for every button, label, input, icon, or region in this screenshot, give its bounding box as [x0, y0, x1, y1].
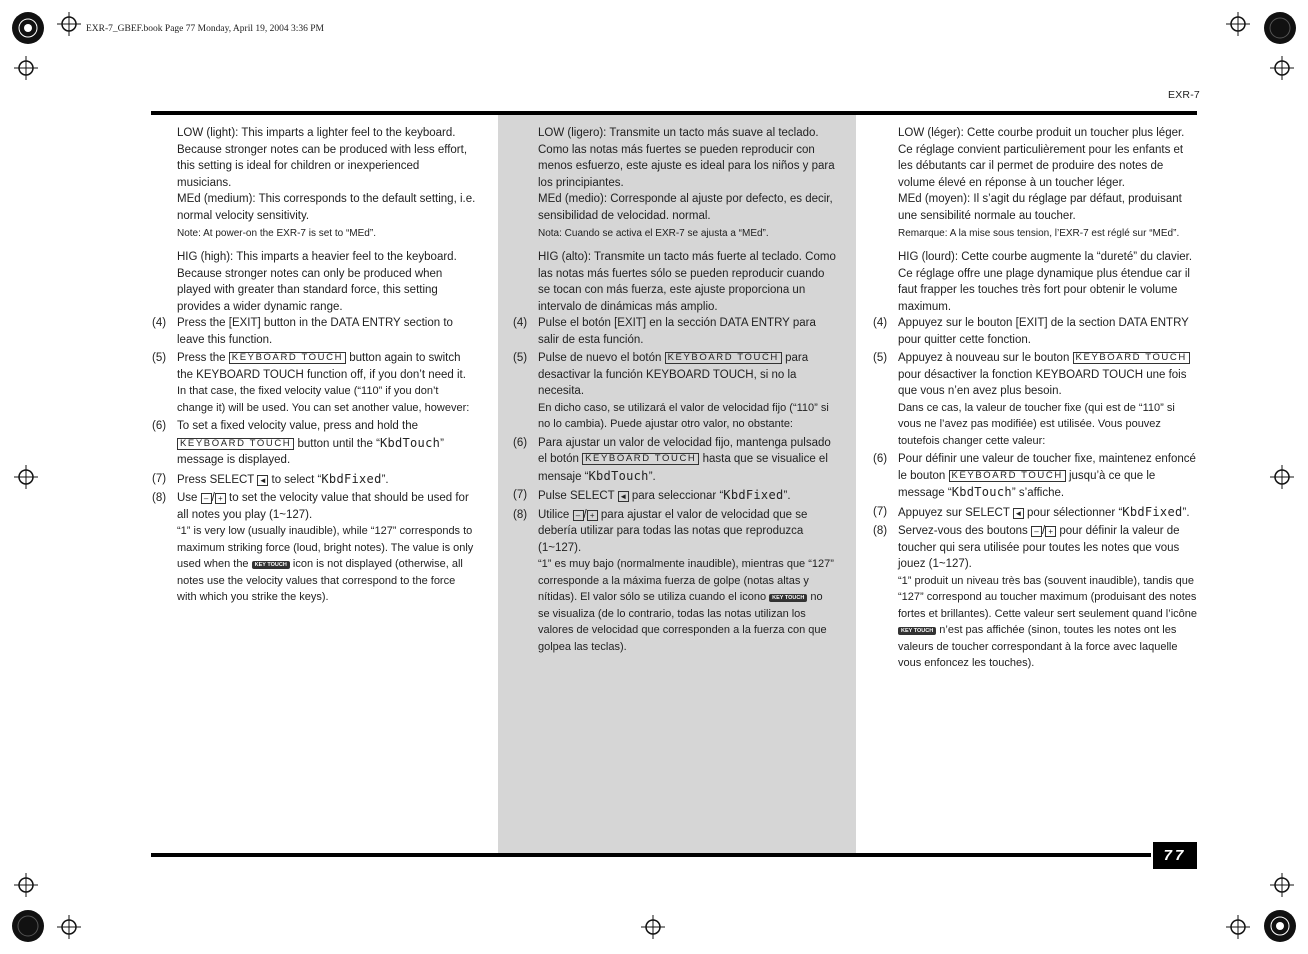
step-4: (4) Pulse el botón [EXIT] en la sección DATA ENTRY para salir de esta función. — [513, 317, 816, 346]
hig-setting: HIG (high): This imparts a heavier feel to the keyboard. Because stronger notes can only be produced when played with greater than standard force, this setting provides a wider dynamic range. — [177, 251, 457, 313]
crosshair-mark-bottom-left — [57, 915, 81, 939]
registration-mark-bottom-left-solid — [10, 908, 46, 944]
crosshair-mark-bottom-right — [1226, 915, 1250, 939]
lcd-kbdtouch: KbdTouch — [588, 468, 649, 483]
low-setting: LOW (léger): Cette courbe produit un toucher plus léger. Ce réglage convient particulièrement pour les enfants et les débutants car il permet de produire des notes de volume élevé en réponse à un toucher léger. — [898, 127, 1185, 189]
step-5-detail: In that case, the fixed velocity value (“110” if you don’t change it) will be used. You can set another value, however: — [177, 385, 470, 414]
step-8-detail: “1” is very low (usually inaudible), while “127” corresponds to maximum striking force (loud, bright notes). The value is only used when the KEY TOUCH icon is not displayed (otherwise, all notes use the velocity values that correspond to the force with which you strike the keys). — [177, 525, 474, 603]
step-6: (6) To set a fixed velocity value, press and hold the KEYBOARD TOUCH button until the “KbdTouch” message is displayed. — [152, 420, 444, 466]
step-8-detail: “1” es muy bajo (normalmente inaudible), mientras que “127” corresponde a la máxima fuerza de golpe (notas altas y nítidas). El valor sólo se utiliza cuando el icono KEY TOUCH no se visualiza (de lo contrario, todas las notas utilizan los valores de velocidad que corresponden a la fuerza con que golpea las teclas). — [538, 558, 834, 653]
keyboard-touch-button-icon: KEYBOARD TOUCH — [229, 352, 346, 364]
step-5: (5) Appuyez à nouveau sur le bouton KEYBOARD TOUCH pour désactiver la fonction KEYBOARD TOUCH une fois que vous n’en avez plus besoin. — [873, 350, 1199, 400]
step-5-detail: En dicho caso, se utilizará el valor de velocidad fijo (“110” si no lo cambia). Puede ajustar otro valor, no obstante: — [538, 401, 829, 430]
page-number: 77 — [1153, 842, 1197, 869]
lcd-kbdfixed: KbdFixed — [1122, 504, 1183, 519]
lcd-kbdtouch: KbdTouch — [379, 435, 441, 450]
keyboard-touch-button-icon: KEYBOARD TOUCH — [177, 438, 294, 450]
lcd-kbdfixed: KbdFixed — [723, 488, 784, 502]
step-4: (4) Appuyez sur le bouton [EXIT] de la section DATA ENTRY pour quitter cette fonction. — [873, 317, 1189, 346]
med-setting: MEd (medium): This corresponds to the default setting, i.e. normal velocity sensitivity. — [177, 193, 476, 222]
crosshair-mark-bottom-center — [641, 915, 665, 939]
plus-icon: + — [1045, 526, 1056, 537]
hig-setting: HIG (lourd): Cette courbe augmente la “dureté” du clavier. Ce réglage offre une plage dynamique plus étendue car il faut frapper les touches très fort pour obtenir le volume maximum. — [898, 251, 1193, 313]
crosshair-mark-right-lower — [1270, 873, 1294, 897]
key-touch-icon: KEY TOUCH — [769, 594, 807, 602]
step-6: (6) Pour définir une valeur de toucher fixe, maintenez enfoncé le bouton KEYBOARD TOUCH jusqu’à ce que le message “KbdTouch” s’affiche. — [873, 453, 1196, 499]
step-5-detail: Dans ce cas, la valeur de toucher fixe (qui est de “110” si vous ne l’avez pas modifiée) est utilisée. Vous pouvez toutefois changer cette valeur: — [898, 401, 1175, 447]
minus-icon: – — [1031, 526, 1042, 537]
hig-setting: HIG (alto): Transmite un tacto más fuerte al teclado. Como las notas más fuertes sólo se pueden reproducir cuando se tocan con más fuerza, este ajuste proporciona un intervalo de dinámicas más amplio. — [538, 251, 836, 313]
step-8: (8) Servez-vous des boutons – / + pour définir la valeur de toucher qui sera utilisée pour toutes les notes que vous jouez (1~127). — [873, 525, 1180, 570]
key-touch-icon: KEY TOUCH — [252, 561, 290, 569]
print-header: EXR-7_GBEF.book Page 77 Monday, April 19, 2004 3:36 PM — [86, 24, 324, 34]
minus-icon: – — [573, 510, 584, 521]
med-setting: MEd (medio): Corresponde al ajuste por defecto, es decir, sensibilidad de velocidad. normal. — [538, 193, 833, 222]
step-4: (4) Press the [EXIT] button in the DATA ENTRY section to leave this function. — [152, 317, 453, 346]
french-column — [873, 125, 1199, 672]
crosshair-mark-top-right — [1226, 12, 1250, 36]
step-7: (7) Appuyez sur SELECT ◄ pour sélectionner “KbdFixed”. — [873, 504, 1190, 519]
select-left-icon: ◄ — [258, 475, 267, 485]
step-8: (8) Utilice – / + para ajustar el valor de velocidad que se debería utilizar para todas las notas que reproduzca (1~127). — [513, 508, 808, 554]
select-left-icon: ◄ — [1014, 508, 1023, 518]
select-left-icon: ◄ — [619, 492, 628, 501]
step-6: (6) Para ajustar un valor de velocidad fijo, mantenga pulsado el botón KEYBOARD TOUCH hasta que se visualice el mensaje “KbdTouch”. — [513, 436, 831, 483]
keyboard-touch-button-icon: KEYBOARD TOUCH — [582, 453, 699, 465]
step-8-detail: “1” produit un niveau très bas (souvent inaudible), tandis que “127” correspond au toucher maximum (produisant des notes fortes et brillantes). Cette valeur sert seulement quand l’icône KEY TOUCH n’est pas affichée (sinon, toutes les notes ont les valeurs de toucher correspondant à la force avec laquelle vous enfoncez les touches). — [898, 574, 1197, 669]
med-setting: MEd (moyen): Il s’agit du réglage par défaut, produisant une sensibilité normale au toucher. — [898, 193, 1182, 222]
note: Remarque: A la mise sous tension, l’EXR-7 est réglé sur “MEd”. — [898, 228, 1180, 239]
keyboard-touch-button-icon: KEYBOARD TOUCH — [949, 470, 1066, 482]
english-column — [152, 125, 476, 606]
key-touch-icon: KEY TOUCH — [898, 627, 936, 635]
keyboard-touch-button-icon: KEYBOARD TOUCH — [1073, 352, 1190, 364]
registration-mark-top-left-star — [10, 10, 46, 46]
bottom-rule — [151, 853, 1151, 857]
spanish-column — [513, 125, 837, 655]
low-setting: LOW (light): This imparts a lighter feel to the keyboard. Because stronger notes can be produced with less effort, this setting is ideal for children or inexperienced musicians. — [177, 127, 468, 189]
crosshair-mark-right-upper — [1270, 56, 1294, 80]
crosshair-mark-top-left — [57, 12, 81, 36]
model-name: EXR-7 — [1168, 89, 1200, 101]
registration-mark-top-right-solid — [1262, 10, 1298, 46]
keyboard-touch-button-icon: KEYBOARD TOUCH — [665, 352, 782, 364]
lcd-kbdfixed: KbdFixed — [321, 471, 382, 486]
crosshair-mark-left-middle — [14, 465, 38, 489]
step-7: (7) Press SELECT ◄ to select “KbdFixed”. — [152, 471, 389, 486]
minus-icon: – — [201, 493, 212, 504]
note: Nota: Cuando se activa el EXR-7 se ajusta a “MEd”. — [538, 228, 769, 239]
step-5: (5) Press the KEYBOARD TOUCH button again to switch the KEYBOARD TOUCH function off, if you don’t need it. — [152, 352, 466, 381]
plus-icon: + — [587, 510, 598, 521]
crosshair-mark-left-lower — [14, 873, 38, 897]
lcd-kbdtouch: KbdTouch — [951, 485, 1012, 499]
plus-icon: + — [215, 493, 226, 504]
crosshair-mark-right-middle — [1270, 465, 1294, 489]
crosshair-mark-left-upper — [14, 56, 38, 80]
step-7: (7) Pulse SELECT ◄ para seleccionar “KbdFixed”. — [513, 488, 791, 502]
low-setting: LOW (ligero): Transmite un tacto más suave al teclado. Como las notas más fuertes se pueden reproducir con menos esfuerzo, este ajuste es ideal para los niños y para los principiantes. — [538, 127, 835, 189]
step-5: (5) Pulse de nuevo el botón KEYBOARD TOUCH para desactivar la función KEYBOARD TOUCH, si no la necesita. — [513, 352, 809, 397]
note: Note: At power-on the EXR-7 is set to “MEd”. — [177, 228, 376, 239]
registration-mark-bottom-right-star — [1262, 908, 1298, 944]
step-8: (8) Use – / + to set the velocity value that should be used for all notes you play (1~127). — [152, 492, 469, 521]
